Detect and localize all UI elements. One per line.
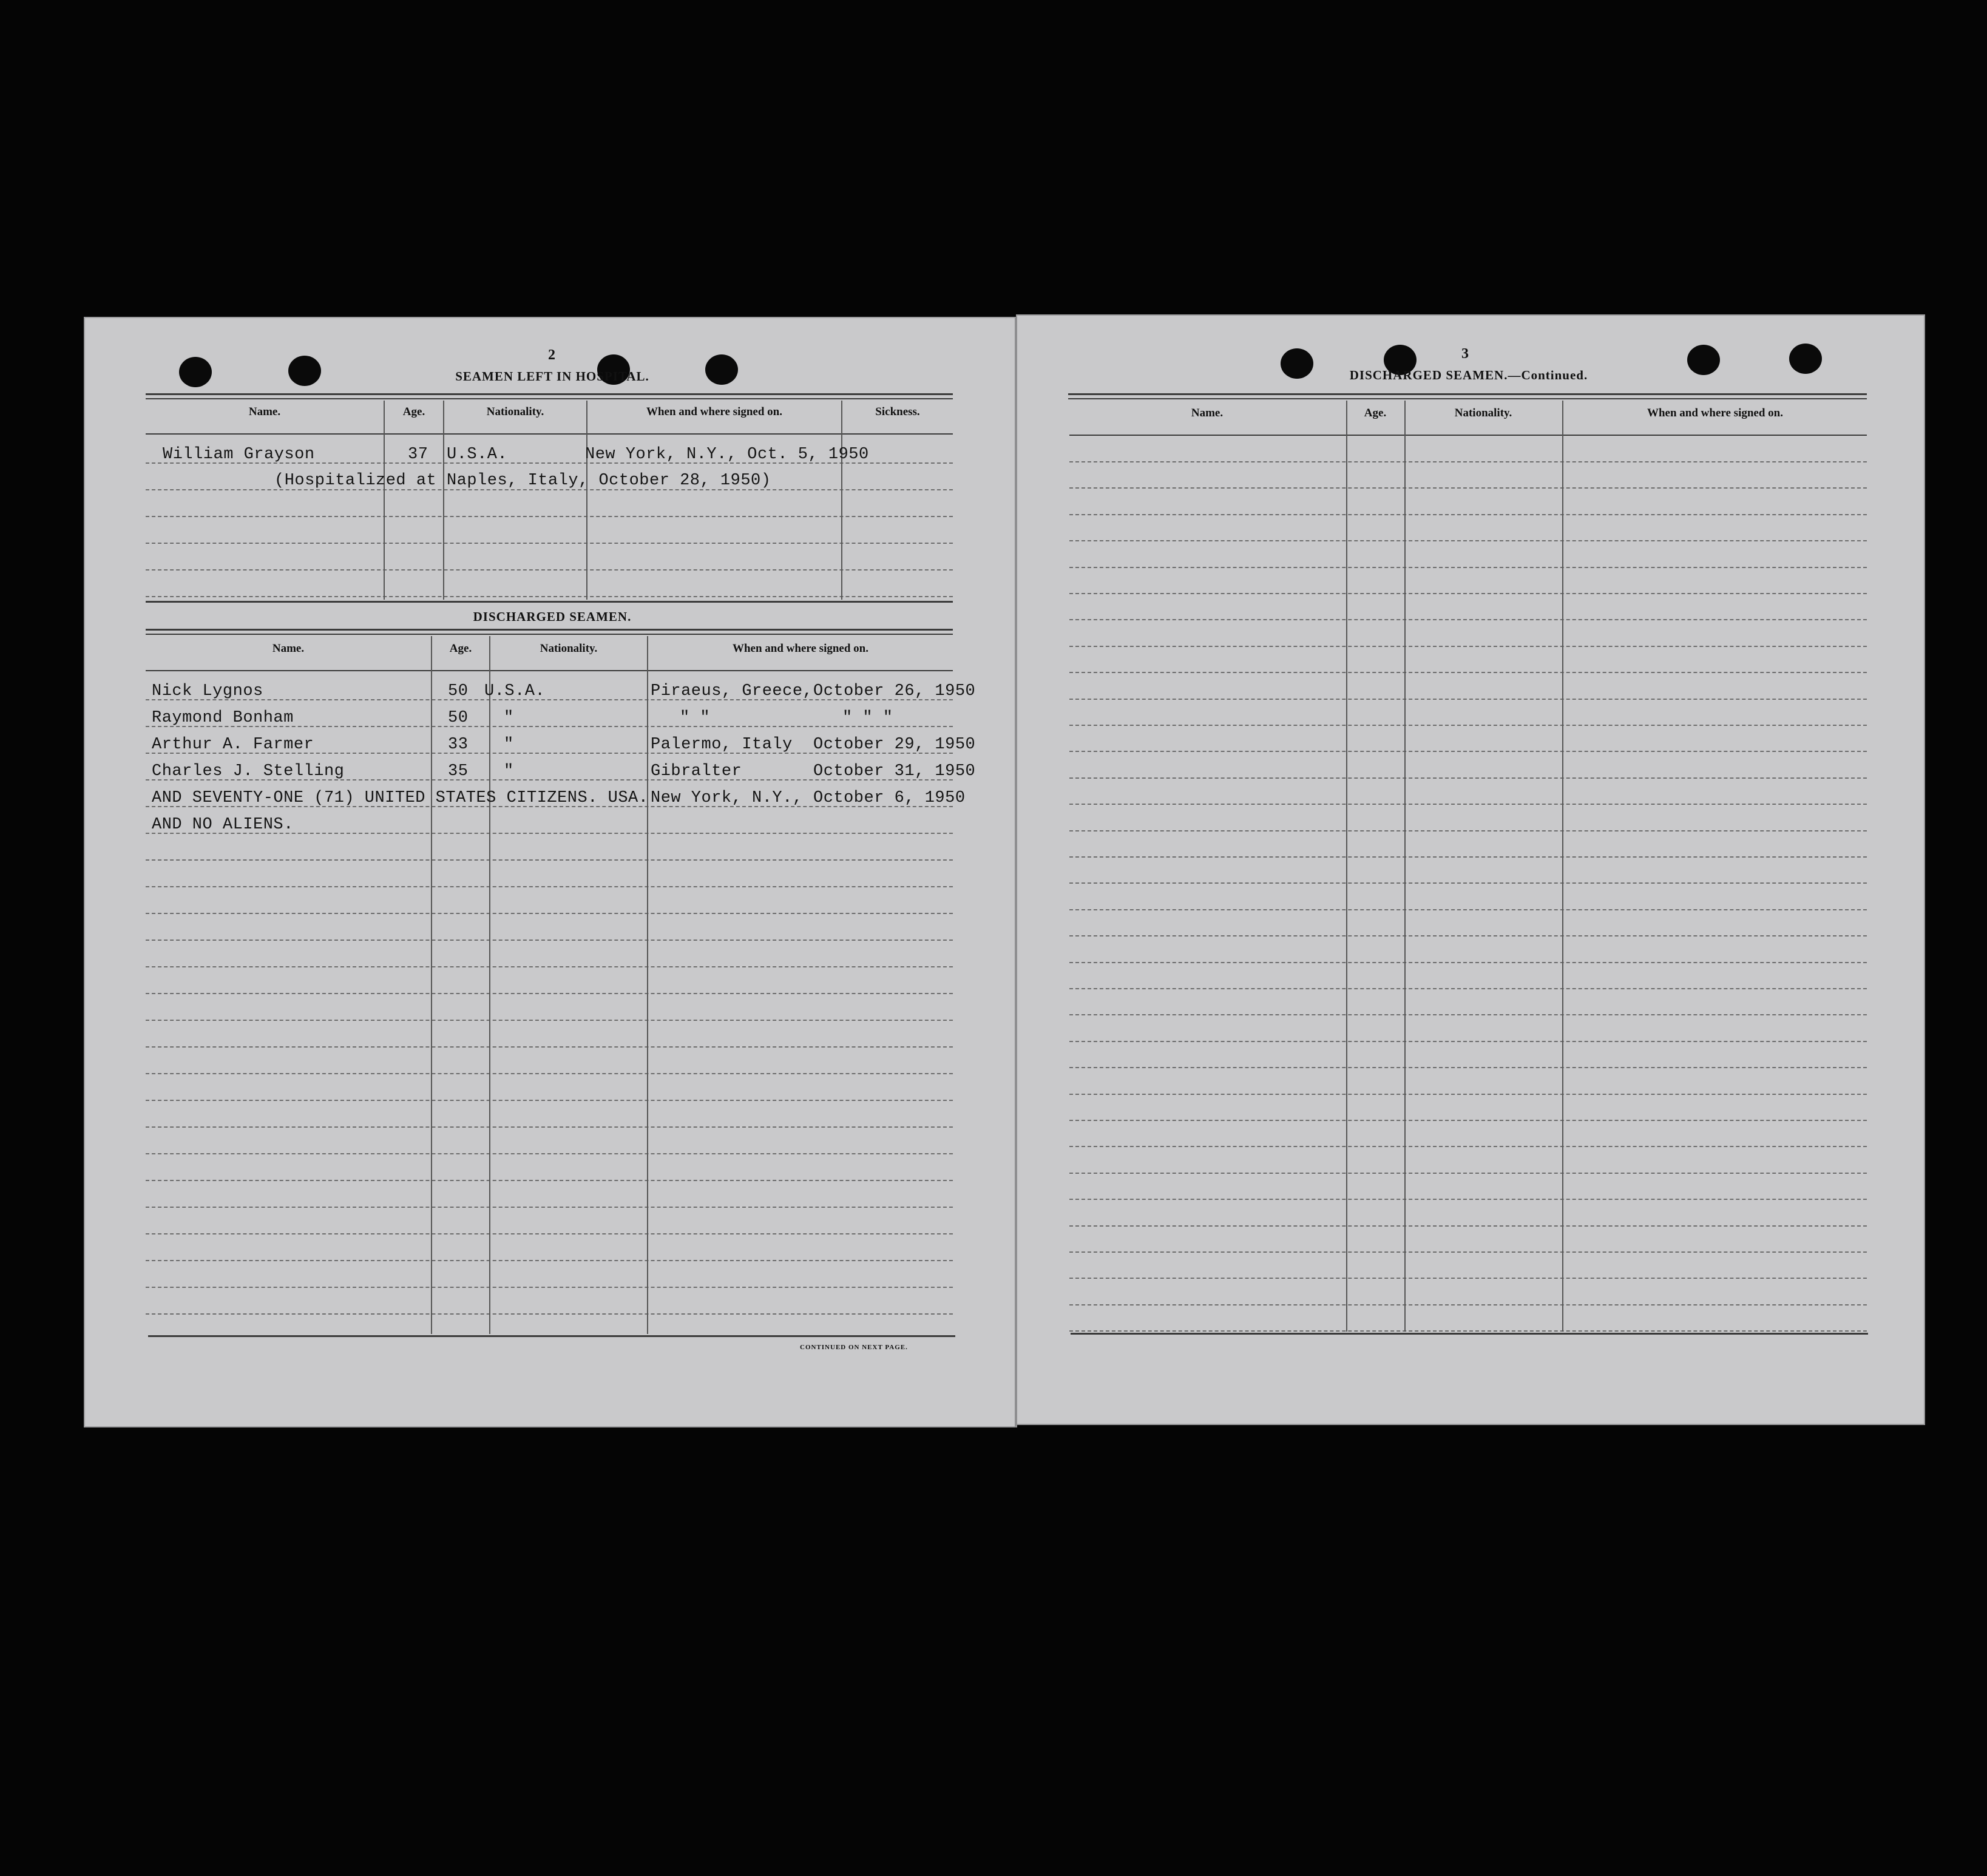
rule — [146, 601, 953, 603]
hospital-signed-on: New York, N.Y., Oct. 5, 1950 — [585, 445, 869, 464]
punch-hole — [1281, 348, 1313, 379]
discharged-nationality-1: U.S.A. — [484, 682, 546, 700]
ruled-line — [146, 940, 953, 941]
col-header-age: Age. — [449, 642, 472, 655]
col-header-name: Name. — [272, 642, 305, 655]
ruled-line — [1069, 1173, 1867, 1174]
ruled-line — [146, 1313, 953, 1315]
ruled-line — [1069, 1199, 1867, 1200]
ruled-line — [1069, 1225, 1867, 1227]
col-header-age: Age. — [1364, 407, 1387, 419]
ruled-line — [1069, 804, 1867, 805]
rule — [1068, 398, 1867, 399]
punch-hole — [1687, 345, 1720, 375]
discharged-date-3: October 29, 1950 — [813, 736, 976, 754]
col-header-name: Name. — [1191, 407, 1224, 419]
right-page-title: DISCHARGED SEAMEN.—Continued. — [1349, 368, 1588, 382]
ruled-line — [1069, 1120, 1867, 1121]
right-page — [1016, 314, 1925, 1425]
rule — [146, 670, 953, 671]
column-divider — [647, 636, 648, 1334]
hospital-note: (Hospitalized at Naples, Italy, October 28, 1950) — [274, 472, 771, 490]
column-divider — [1346, 401, 1347, 1332]
rule — [146, 634, 953, 635]
col-header-nationality: Nationality. — [1454, 407, 1512, 419]
col-header-sickness: Sickness. — [875, 405, 920, 418]
ruled-line — [146, 993, 953, 994]
ruled-line — [1069, 935, 1867, 936]
ruled-line — [146, 1233, 953, 1234]
ruled-line — [146, 516, 953, 517]
ruled-line — [1069, 540, 1867, 541]
ruled-line — [1069, 461, 1867, 462]
discharged-age-2: 50 — [448, 709, 469, 727]
discharged-nationality-2: " — [504, 709, 514, 727]
col-header-nationality: Nationality. — [540, 642, 598, 655]
discharged-nationality-4: " — [504, 762, 514, 781]
ruled-line — [1069, 699, 1867, 700]
discharged-name-5: AND SEVENTY-ONE (71) UNITED STATES CITIZENS. USA. — [152, 789, 649, 807]
ruled-line — [146, 1020, 953, 1021]
discharged-age-1: 50 — [448, 682, 469, 700]
discharged-age-3: 33 — [448, 736, 469, 754]
page-number-right: 3 — [1461, 346, 1469, 362]
ruled-line — [146, 1073, 953, 1074]
ruled-line — [1069, 1067, 1867, 1068]
ruled-line — [146, 569, 953, 571]
discharged-age-4: 35 — [448, 762, 469, 781]
discharged-section-title: DISCHARGED SEAMEN. — [473, 609, 632, 624]
discharged-place-1: Piraeus, Greece, — [651, 682, 813, 700]
ruled-line — [1069, 672, 1867, 673]
ruled-line — [1069, 1014, 1867, 1015]
rule — [146, 398, 953, 399]
discharged-name-2: Raymond Bonham — [152, 709, 294, 727]
ruled-line — [1069, 514, 1867, 515]
punch-hole — [179, 357, 212, 387]
ruled-line — [146, 596, 953, 597]
discharged-date-5: October 6, 1950 — [813, 789, 966, 807]
ruled-line — [1069, 1304, 1867, 1305]
ruled-line — [146, 1260, 953, 1261]
ruled-line — [146, 1287, 953, 1288]
column-divider — [1562, 401, 1563, 1332]
ruled-line — [1069, 1094, 1867, 1095]
ruled-line — [1069, 882, 1867, 884]
continued-note: CONTINUED ON NEXT PAGE. — [800, 1344, 908, 1351]
column-divider — [1404, 401, 1406, 1332]
ruled-line — [146, 1207, 953, 1208]
ruled-line — [1069, 1146, 1867, 1147]
column-divider — [489, 636, 490, 1334]
ruled-line — [1069, 1041, 1867, 1042]
hospital-section-title: SEAMEN LEFT IN HOSPITAL. — [455, 369, 649, 384]
column-divider — [431, 636, 432, 1334]
rule — [148, 1335, 955, 1337]
discharged-name-4: Charles J. Stelling — [152, 762, 345, 781]
discharged-place-2: " " — [680, 709, 711, 727]
ruled-line — [1069, 646, 1867, 647]
ruled-line — [1069, 487, 1867, 489]
col-header-name: Name. — [248, 405, 281, 418]
discharged-name-6: AND NO ALIENS. — [152, 816, 294, 834]
col-header-nationality: Nationality. — [486, 405, 544, 418]
ruled-line — [1069, 593, 1867, 594]
discharged-name-3: Arthur A. Farmer — [152, 736, 314, 754]
ruled-line — [1069, 962, 1867, 963]
ruled-line — [146, 1153, 953, 1154]
ruled-line — [146, 859, 953, 861]
column-divider — [586, 401, 587, 600]
ruled-line — [1069, 830, 1867, 831]
discharged-date-2: " " " — [842, 709, 893, 727]
punch-hole — [288, 356, 321, 386]
col-header-signed-on: When and where signed on. — [732, 642, 868, 655]
column-divider — [841, 401, 842, 600]
hospital-nationality: U.S.A. — [447, 445, 508, 464]
col-header-signed-on: When and where signed on. — [1647, 407, 1783, 419]
ruled-line — [146, 966, 953, 967]
discharged-date-4: October 31, 1950 — [813, 762, 976, 781]
ruled-line — [1069, 856, 1867, 858]
discharged-place-5: New York, N.Y., — [651, 789, 803, 807]
ruled-line — [1069, 1330, 1867, 1332]
column-divider — [384, 401, 385, 600]
discharged-name-1: Nick Lygnos — [152, 682, 263, 700]
discharged-date-1: October 26, 1950 — [813, 682, 976, 700]
hospital-age: 37 — [408, 445, 428, 464]
punch-hole — [1789, 344, 1822, 374]
hospital-name: William Grayson — [163, 445, 315, 464]
discharged-place-3: Palermo, Italy — [651, 736, 793, 754]
ruled-line — [1069, 988, 1867, 989]
ruled-line — [146, 543, 953, 544]
ruled-line — [1069, 777, 1867, 779]
ruled-line — [1069, 725, 1867, 726]
ruled-line — [1069, 751, 1867, 752]
discharged-place-4: Gibralter — [651, 762, 742, 781]
ruled-line — [1069, 909, 1867, 910]
ruled-line — [146, 886, 953, 887]
page-fold — [1015, 317, 1017, 1427]
column-divider — [443, 401, 444, 600]
ruled-line — [1069, 619, 1867, 620]
col-header-signed-on: When and where signed on. — [646, 405, 782, 418]
rule — [1071, 1333, 1868, 1335]
ruled-line — [1069, 1251, 1867, 1253]
ruled-line — [146, 1100, 953, 1101]
rule — [146, 629, 953, 631]
ruled-line — [1069, 1278, 1867, 1279]
ruled-line — [1069, 567, 1867, 568]
col-header-age: Age. — [402, 405, 425, 418]
ruled-line — [146, 1126, 953, 1128]
rule — [1069, 435, 1867, 436]
rule — [146, 393, 953, 395]
ruled-line — [146, 913, 953, 914]
ruled-line — [146, 1180, 953, 1181]
discharged-nationality-3: " — [504, 736, 514, 754]
page-number-left: 2 — [548, 347, 556, 363]
rule — [1068, 393, 1867, 395]
ruled-line — [146, 1046, 953, 1048]
rule — [146, 433, 953, 435]
